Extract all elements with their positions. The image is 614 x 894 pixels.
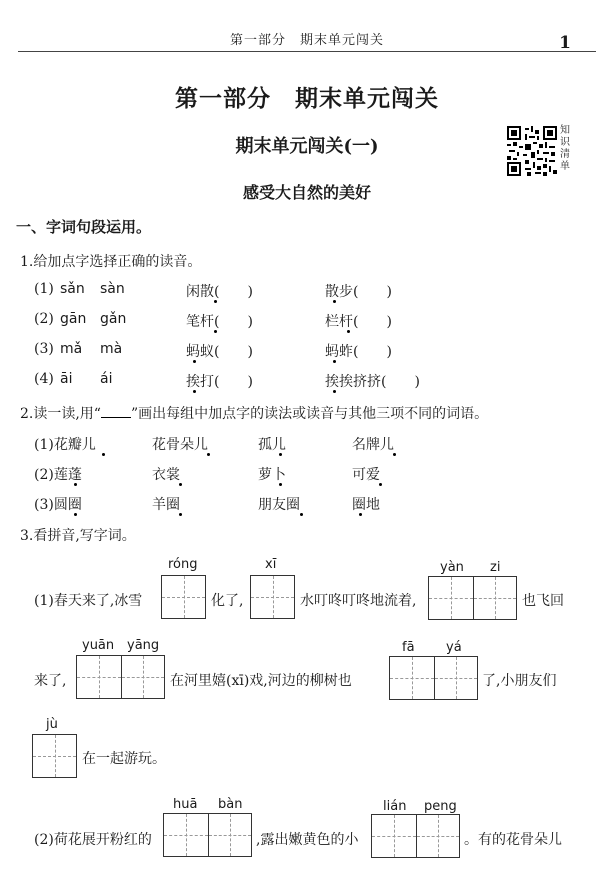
q2-row1-item3[interactable]: 孤儿: [258, 437, 286, 453]
emphasis-dot: [179, 513, 182, 516]
q3-sentence3: 在一起游玩。: [82, 751, 166, 767]
emphasis-dot: [102, 453, 105, 456]
q3-sentence1-part4: 也飞回: [522, 593, 564, 609]
q1-row2-num: (2): [34, 311, 54, 327]
pinyin-ju: jù: [46, 717, 58, 732]
char-box-yanzi[interactable]: [428, 576, 517, 620]
q1-prompt: 1.给加点字选择正确的读音。: [20, 254, 202, 270]
emphasis-dot: [333, 300, 336, 303]
q2-prompt-pre: 2.读一读,用“: [20, 406, 101, 422]
q1-row1-word1: 闲散( ): [186, 284, 253, 300]
emphasis-dot: [300, 513, 303, 516]
running-header: 第一部分 期末单元闯关: [229, 33, 384, 48]
q2-row1-item1[interactable]: (1)花瓣儿: [34, 437, 96, 453]
q1-row4-pinyin1: āi: [60, 371, 73, 387]
q3-sentence4-part3: 。有的花骨朵儿: [464, 832, 562, 848]
q3-sentence4-part2: ,露出嫩黄色的小: [256, 832, 359, 848]
char-box-yuanyang[interactable]: [76, 655, 165, 699]
page-title: 第一部分 期末单元闯关: [175, 85, 439, 112]
underline-sample: [101, 405, 131, 418]
section-heading: 一、字词句段运用。: [16, 218, 152, 236]
q1-row2-word1: 笔杆( ): [186, 314, 253, 330]
emphasis-dot: [74, 483, 77, 486]
char-box-huaban[interactable]: [163, 813, 252, 857]
unit-subtitle: 期末单元闯关(一): [235, 136, 379, 157]
qr-code-icon[interactable]: [507, 126, 557, 176]
header-divider: [18, 51, 596, 52]
emphasis-dot: [214, 330, 217, 333]
emphasis-dot: [379, 483, 382, 486]
q1-row4-word1: 挨打( ): [186, 374, 253, 390]
char-box-faya[interactable]: [389, 656, 478, 700]
q1-row1-pinyin1: sǎn: [60, 281, 85, 297]
q1-row3-word2: 蚂蚱( ): [325, 344, 392, 360]
emphasis-dot: [74, 513, 77, 516]
q2-row3-item4[interactable]: 圈地: [352, 497, 380, 513]
pinyin-lian: lián: [383, 799, 407, 814]
pinyin-zi: zi: [490, 560, 501, 575]
emphasis-dot: [193, 390, 196, 393]
pinyin-xi: xī: [265, 557, 277, 572]
q3-sentence2-part1: 来了,: [34, 673, 67, 689]
emphasis-dot: [333, 360, 336, 363]
q1-row2-pinyin2: gǎn: [100, 311, 127, 327]
emphasis-dot: [333, 390, 336, 393]
q2-prompt-post: ”画出每组中加点字的读法或读音与其他三项不同的词语。: [130, 406, 489, 422]
pinyin-fa: fā: [402, 640, 415, 655]
q3-sentence1-part3: 水叮咚叮咚地流着,: [300, 593, 417, 609]
pinyin-peng: peng: [424, 799, 457, 814]
q2-row2-item4[interactable]: 可爱: [352, 467, 380, 483]
pinyin-ya: yá: [446, 640, 462, 655]
pinyin-yan: yàn: [440, 560, 464, 575]
pinyin-hua: huā: [173, 797, 198, 812]
q2-row2-item3[interactable]: 萝卜: [258, 467, 286, 483]
char-box-lianpeng[interactable]: [371, 814, 460, 858]
q3-sentence4-part1: (2)荷花展开粉红的: [34, 832, 152, 848]
q2-prompt: [20, 403, 488, 423]
pinyin-yang: yāng: [127, 638, 160, 653]
pinyin-ban: bàn: [218, 797, 243, 812]
q1-row3-word1: 蚂蚁( ): [186, 344, 253, 360]
q3-sentence1-part2: 化了,: [211, 593, 244, 609]
emphasis-dot: [393, 453, 396, 456]
q2-row2-item1[interactable]: (2)莲蓬: [34, 467, 82, 483]
q3-sentence2-part2: 在河里嬉(xī)戏,河边的柳树也: [170, 673, 352, 689]
emphasis-dot: [347, 330, 350, 333]
q3-prompt: 3.看拼音,写字词。: [20, 528, 136, 544]
q2-row3-item3[interactable]: 朋友圈: [258, 497, 300, 513]
q2-row3-item1[interactable]: (3)圆圈: [34, 497, 82, 513]
q2-row1-item4[interactable]: 名牌儿: [352, 437, 394, 453]
q3-sentence1-part1: (1)春天来了,冰雪: [34, 593, 143, 609]
q3-sentence2-part3: 了,小朋友们: [482, 673, 557, 689]
pinyin-rong: róng: [168, 557, 198, 572]
q1-row1-pinyin2: sàn: [100, 281, 125, 297]
emphasis-dot: [359, 513, 362, 516]
qr-label: 知识清单: [560, 125, 570, 172]
q2-row1-item2[interactable]: 花骨朵儿: [152, 437, 208, 453]
pinyin-yuan: yuān: [82, 638, 115, 653]
char-box-rong[interactable]: [161, 575, 206, 619]
emphasis-dot: [193, 360, 196, 363]
emphasis-dot: [279, 483, 282, 486]
q1-row4-word2: 挨挨挤挤( ): [325, 374, 420, 390]
unit-theme: 感受大自然的美好: [242, 183, 371, 202]
q1-row3-num: (3): [34, 341, 54, 357]
q1-row2-pinyin1: gān: [60, 311, 87, 327]
emphasis-dot: [214, 300, 217, 303]
q1-row3-pinyin1: mǎ: [60, 341, 83, 357]
emphasis-dot: [279, 453, 282, 456]
q1-row1-word2: 散步( ): [325, 284, 392, 300]
q1-row3-pinyin2: mà: [100, 341, 123, 357]
char-box-xi[interactable]: [250, 575, 295, 619]
q2-row3-item2[interactable]: 羊圈: [152, 497, 180, 513]
char-box-ju[interactable]: [32, 734, 77, 778]
emphasis-dot: [207, 453, 210, 456]
q2-row2-item2[interactable]: 衣裳: [152, 467, 180, 483]
q1-row4-num: (4): [34, 371, 54, 387]
q1-row4-pinyin2: ái: [100, 371, 113, 387]
q1-row2-word2: 栏杆( ): [325, 314, 392, 330]
page-number: 1: [559, 33, 571, 53]
emphasis-dot: [179, 483, 182, 486]
q1-row1-num: (1): [34, 281, 54, 297]
